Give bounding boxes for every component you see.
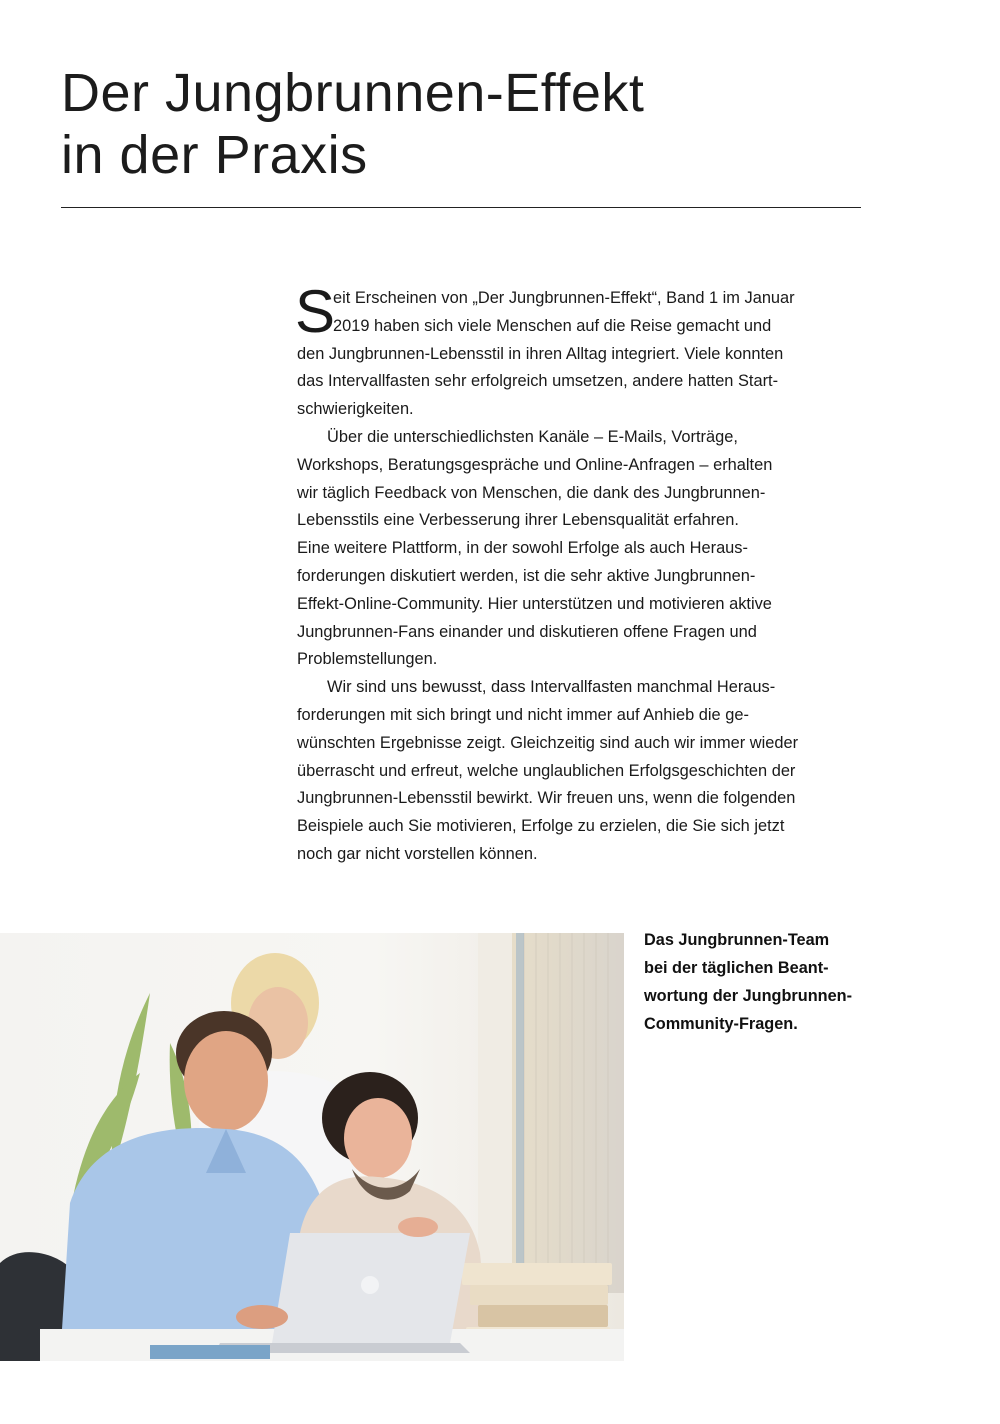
body-line: 2019 haben sich viele Menschen auf die Reise gemacht und — [333, 316, 772, 335]
body-line: überrascht und erfreut, welche unglaublichen Erfolgsgeschichten der — [297, 761, 796, 780]
page-title — [61, 62, 861, 186]
caption-line: bei der täglichen Beant- — [644, 959, 829, 977]
body-line: schwierigkeiten. — [297, 400, 414, 419]
caption-line: wortung der Jungbrunnen- — [644, 987, 853, 1005]
caption-line: Community-Fragen. — [644, 1015, 798, 1033]
team-photo — [0, 933, 624, 1361]
body-line: Lebensstils eine Verbesserung ihrer Lebensqualität erfahren. — [297, 511, 739, 530]
body-line: Eine weitere Plattform, in der sowohl Erfolge als auch Heraus- — [297, 539, 748, 558]
page-title-line-1: Der Jungbrunnen-Effekt — [61, 63, 645, 123]
body-line: Über die unterschiedlichsten Kanäle – E-Mails, Vorträge, — [327, 427, 738, 446]
body-line: forderungen mit sich bringt und nicht immer auf Anhieb die ge- — [297, 705, 749, 724]
team-photo-illustration — [0, 933, 624, 1361]
body-line: noch gar nicht vorstellen können. — [297, 844, 538, 863]
body-line: den Jungbrunnen-Lebensstil in ihren Alltag integriert. Viele konnten — [297, 344, 784, 363]
article-body — [295, 278, 869, 869]
body-line: Problemstellungen. — [297, 650, 438, 669]
body-line: Beispiele auch Sie motivieren, Erfolge zu erzielen, die Sie sich jetzt — [297, 817, 785, 836]
body-line: Wir sind uns bewusst, dass Intervallfasten manchmal Heraus- — [327, 678, 776, 697]
page-title-line-2: in der Praxis — [61, 125, 368, 185]
body-line: wünschten Ergebnisse zeigt. Gleichzeitig sind auch wir immer wieder — [297, 733, 799, 752]
body-line: das Intervallfasten sehr erfolgreich umsetzen, andere hatten Start- — [297, 372, 779, 391]
drop-cap: S — [295, 278, 336, 345]
body-line: eit Erscheinen von „Der Jungbrunnen-Effekt“, Band 1 im Januar — [333, 289, 795, 307]
body-line: Workshops, Beratungsgespräche und Online-Anfragen – erhalten — [297, 455, 773, 474]
body-line: forderungen diskutiert werden, ist die sehr aktive Jungbrunnen- — [297, 566, 756, 585]
body-line: Effekt-Online-Community. Hier unterstützen und motivieren aktive — [297, 594, 772, 613]
title-divider — [61, 207, 861, 208]
body-line: Jungbrunnen-Fans einander und diskutieren offene Fragen und — [297, 622, 757, 641]
photo-caption — [644, 926, 904, 1038]
body-line: Jungbrunnen-Lebensstil bewirkt. Wir freuen uns, wenn die folgenden — [297, 789, 796, 808]
body-line: wir täglich Feedback von Menschen, die dank des Jungbrunnen- — [297, 483, 766, 502]
caption-line: Das Jungbrunnen-Team — [644, 931, 830, 949]
